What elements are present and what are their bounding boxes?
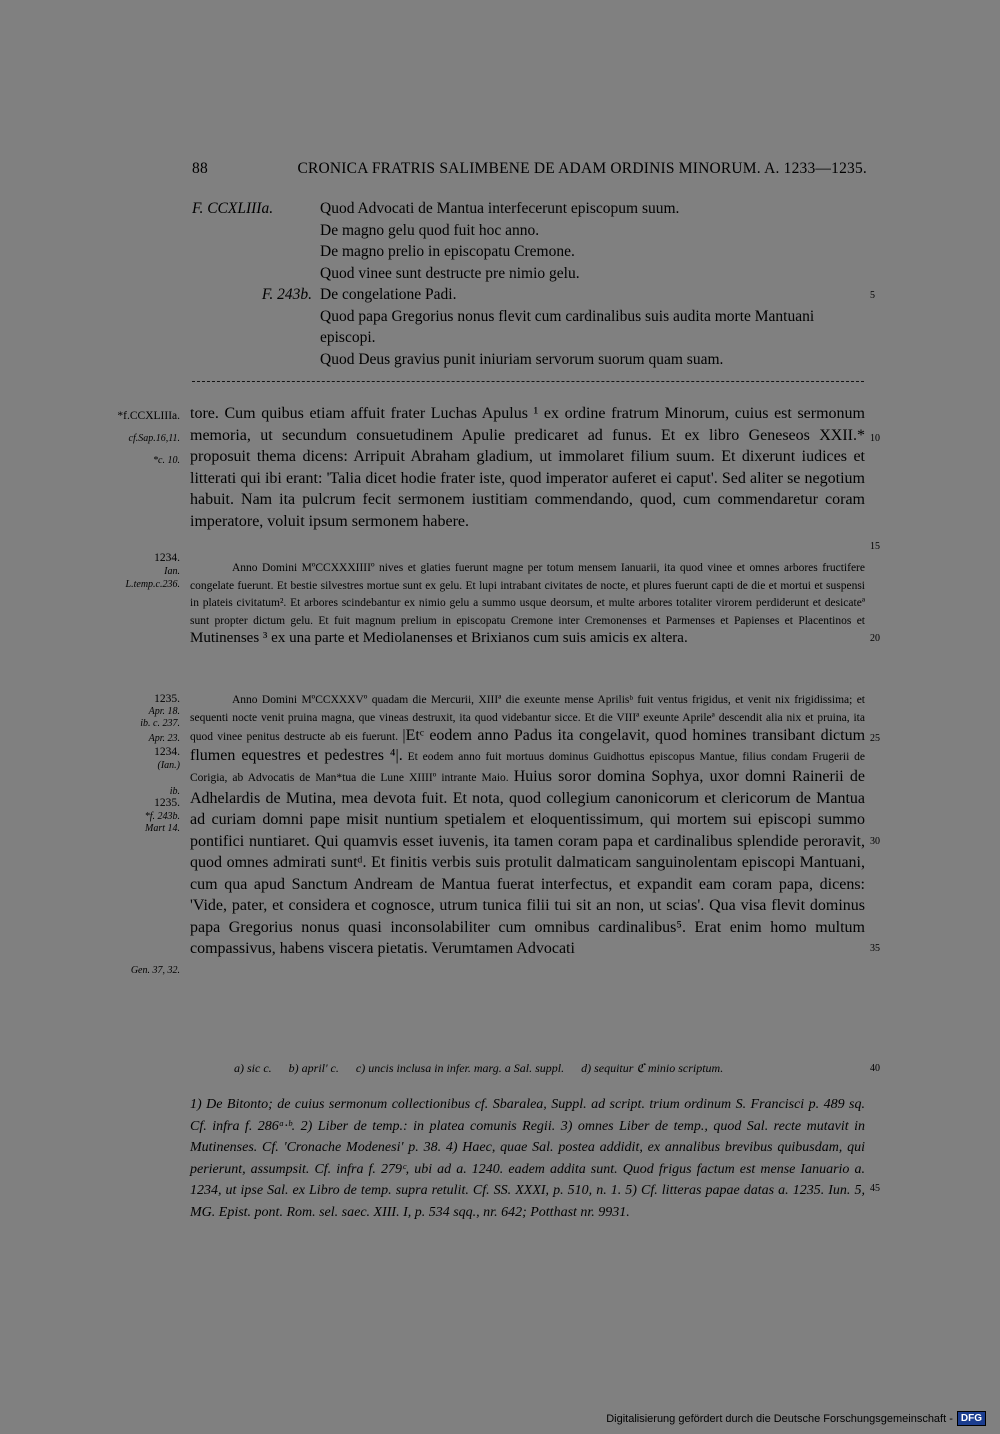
chapter-contents (192, 198, 867, 370)
margin-note: ib. (169, 786, 180, 797)
margin-note: cf.Sap.16,11. (128, 433, 180, 444)
snow-text: Anno Domini MºCCXXXVº quadam die Mercurii, XIIIª die exeunte mense Aprilisᵇ fuit ventus frigidus, et venit nix frigidissima; et sequenti nocte venit pruina magna, que vineas destruxit, ita quod videbantur siccе. Et die VIIIª exeunte Aprileª descendit alia nix et pruina, ita quod vinee penitus destructe ab eis fuerunt. (190, 694, 865, 743)
toc-title: Quod vinee sunt destructe pre nimio gelu. (320, 264, 580, 282)
line-number: 40 (870, 1063, 880, 1074)
section-divider (192, 381, 864, 382)
toc-title: Quod papa Gregorius nonus flevit cum cardinalibus suis audita morte Mantuani episcopi. (320, 307, 815, 346)
line-number: 5 (870, 290, 875, 301)
critical-apparatus (234, 1061, 737, 1076)
toc-row (192, 284, 867, 306)
toc-title: De congelatione Padi. (320, 286, 457, 303)
paragraph-funeral-sermon: tore. Cum quibus etiam affuit frater Luchas Apulus ¹ ex ordine fratrum Minorum, cuius est sermonum memoria, ut secundum consuetudinem Apulie predicaret ad funus. Et ex libro Geneseos XXII.* proposuit thema dicens: Arripuit Abraham gladium, ut immolaret filium suum. Et dixerunt iudices et litterati qui ibi erant: 'Talia dicet hodie frater iste, quod imperator auferet ei caput'. Sed aliter se negotium habuit. Nam ita pulcrum fecit sermonem iustitiam commendando, quod, cum commendaretur coram imperatore, voluit ipsum sermonem habere. (190, 405, 865, 530)
toc-title: De magno gelu quod fuit hoc anno. (320, 221, 540, 239)
line-number: 45 (870, 1183, 880, 1194)
paragraph-snow-1235 (190, 692, 865, 960)
margin-note: 1234. (154, 746, 180, 758)
margin-note: *f. 243b. (144, 811, 180, 822)
digitization-footer (606, 1411, 986, 1426)
running-header (192, 160, 867, 178)
running-title: CRONICA FRATRIS SALIMBENE DE ADAM ORDINIS MINORUM. A. 1233—1235. (297, 160, 867, 177)
margin-note: Apr. 23. (148, 733, 180, 744)
apparatus-note: c) uncis inclusa in infer. marg. a Sal. suppl. (355, 1061, 565, 1075)
margin-note: Mart 14. (145, 823, 180, 834)
toc-row (192, 241, 867, 263)
margin-note: (Ian.) (157, 760, 180, 771)
line-number: 20 (870, 633, 880, 644)
line-number: 10 (870, 433, 880, 444)
apparatus-note: a) sic c. (234, 1061, 272, 1075)
toc-folio: F. 243b. (261, 286, 312, 303)
apparatus-note: b) april' c. (288, 1061, 339, 1075)
toc-title: Quod Deus gravius punit iniuriam servorum suorum quam suam. (320, 350, 724, 368)
toc-folio (192, 220, 320, 242)
margin-note: 1235. (154, 797, 180, 809)
margin-note: 1235. (154, 693, 180, 705)
footnotes: 1) De Bitonto; de cuius sermonum collectionibus cf. Sbaralea, Suppl. ad script. trium ordinum S. Francisci p. 489 sq. Cf. infra f. 286ᵃ·ᵇ. 2) Liber de temp.: in platea comunis Regii. 3) omnes Liber de temp., quod Sal. recte mutavit in Mutinenses. Cf. 'Cronache Modenesi' p. 38. 4) Haec, quae Sal. postea addidit, ex annalibus brevibus quibusdam, qui perierunt, assumpsit. Cf. infra f. 279ᶜ, ubi ad a. 1240. eadem addita sunt. Quod frigus factum est mense Ianuario a. 1234, ut ipse Sal. ex Libro de temp. supra retulit. Cf. SS. XXXI, p. 510, n. 1. 5) Cf. litteras papae datas a. 1235. Iun. 5, MG. Epist. pont. Rom. sel. saec. XIII. I, p. 534 sqq., nr. 642; Potthast nr. 9931. (190, 1097, 865, 1220)
margin-note: Apr. 18. (148, 706, 180, 717)
margin-note: Gen. 37, 32. (130, 965, 180, 976)
apparatus-note: d) sequitur ℭ minio scriptum. (581, 1061, 724, 1075)
margin-note: ib. c. 237. (140, 718, 180, 729)
margin-note: 1234. (154, 552, 180, 564)
paragraph-frost-1234 (190, 560, 865, 649)
bishop-death-text: Et eodem anno fuit mortuus dominus Guidhottus episcopus Mantue, filius condam Frugerii de Corigia, ab Advocatis de Man*tua die Lune XIIIIº intrante Maio. (190, 750, 866, 784)
toc-folio (192, 241, 320, 263)
margin-note: L.temp.c.236. (125, 579, 180, 590)
frost-text-end: Mutinenses ³ ex una parte et Mediolanenses et Brixianos cum suis amicis ex altera. (190, 630, 688, 646)
margin-note: Ian. (164, 566, 180, 577)
line-number: 35 (870, 943, 880, 954)
toc-row (192, 220, 867, 242)
toc-folio (192, 349, 320, 371)
page-number: 88 (192, 160, 208, 177)
toc-row (192, 349, 867, 371)
margin-note: *f.CCXLIIIa. (117, 410, 180, 422)
toc-row (192, 306, 867, 349)
frost-text: Anno Domini MºCCXXXIIIIº nives et glaties fuerunt magne per totum mensem Ianuarii, ita quod vinee et omnes arbores fructifere congelate fuerunt. Et bestie silvestres mortue sunt ex gelu. Et lupi intrabant civitates de nocte, et plures fuerunt capti de die et mortui et suspensi in plateis civitatum². Et arbores scindebantur ex nimio gelu a summo usque deorsum, et multe arbores totaliter virorem perdiderunt et desicateª sunt propter dictum gelu. Et fuit magnum prelium in episcopatu Cremone inter Cremonenses et Parmenses et Papienses et Placentinos et (190, 562, 865, 627)
line-number: 15 (870, 541, 880, 552)
bishop-sister-text: Huius soror domina Sophya, uxor domni Rainerii de Adhelardis de Mutina, mea devota fuit. Et nota, quod collegium canonicorum et clericorum de Mantua ad curiam domni pape misit nuntium spetialem et eloquentissimum, qui mortem sui episcopi summo pontifici nuntiaret. Qui quamvis esset iuvenis, ita tamen coram papa et cardinalibus splendide peroravit, quod omnes admirati suntᵈ. Et finitis verbis suis protulit dalmaticam sanguinolentam episcopi Mantuani, cum qua apud Sanctum Andream de Mantua fuerat interfectus, et expandit eam coram papa, dicens: 'Vide, pater, et considera et cognosce, utrum tunica filii tui sit an non, ut scias'. Qua visa flevit dominus papa Gregorius nonus quasi inconsolabiliter cum omnibus cardinalibus⁵. Erat enim homo multum compassivus, habens viscera pietatis. Verumtamen Advocati (190, 768, 865, 957)
toc-title: Quod Advocati de Mantua interfecerunt episcopum suum. (320, 200, 680, 217)
po-frozen-text: |Etᶜ eodem anno Padus ita congelavit, quod homines transibant dictum flumen equestres et pedestres ⁴|. (190, 727, 866, 764)
toc-folio: F. CCXLIIIa. (192, 200, 274, 217)
dfg-logo[interactable]: DFG (957, 1411, 986, 1426)
line-number: 25 (870, 733, 880, 744)
toc-title: De magno prelio in episcopatu Cremone. (320, 243, 575, 260)
toc-folio (192, 263, 320, 285)
toc-row (192, 263, 867, 285)
footer-text: Digitalisierung gefördert durch die Deutsche Forschungsgemeinschaft - (606, 1412, 953, 1425)
toc-folio (192, 306, 320, 349)
line-number: 30 (870, 836, 880, 847)
margin-note: *c. 10. (153, 455, 180, 466)
toc-row (192, 198, 867, 220)
